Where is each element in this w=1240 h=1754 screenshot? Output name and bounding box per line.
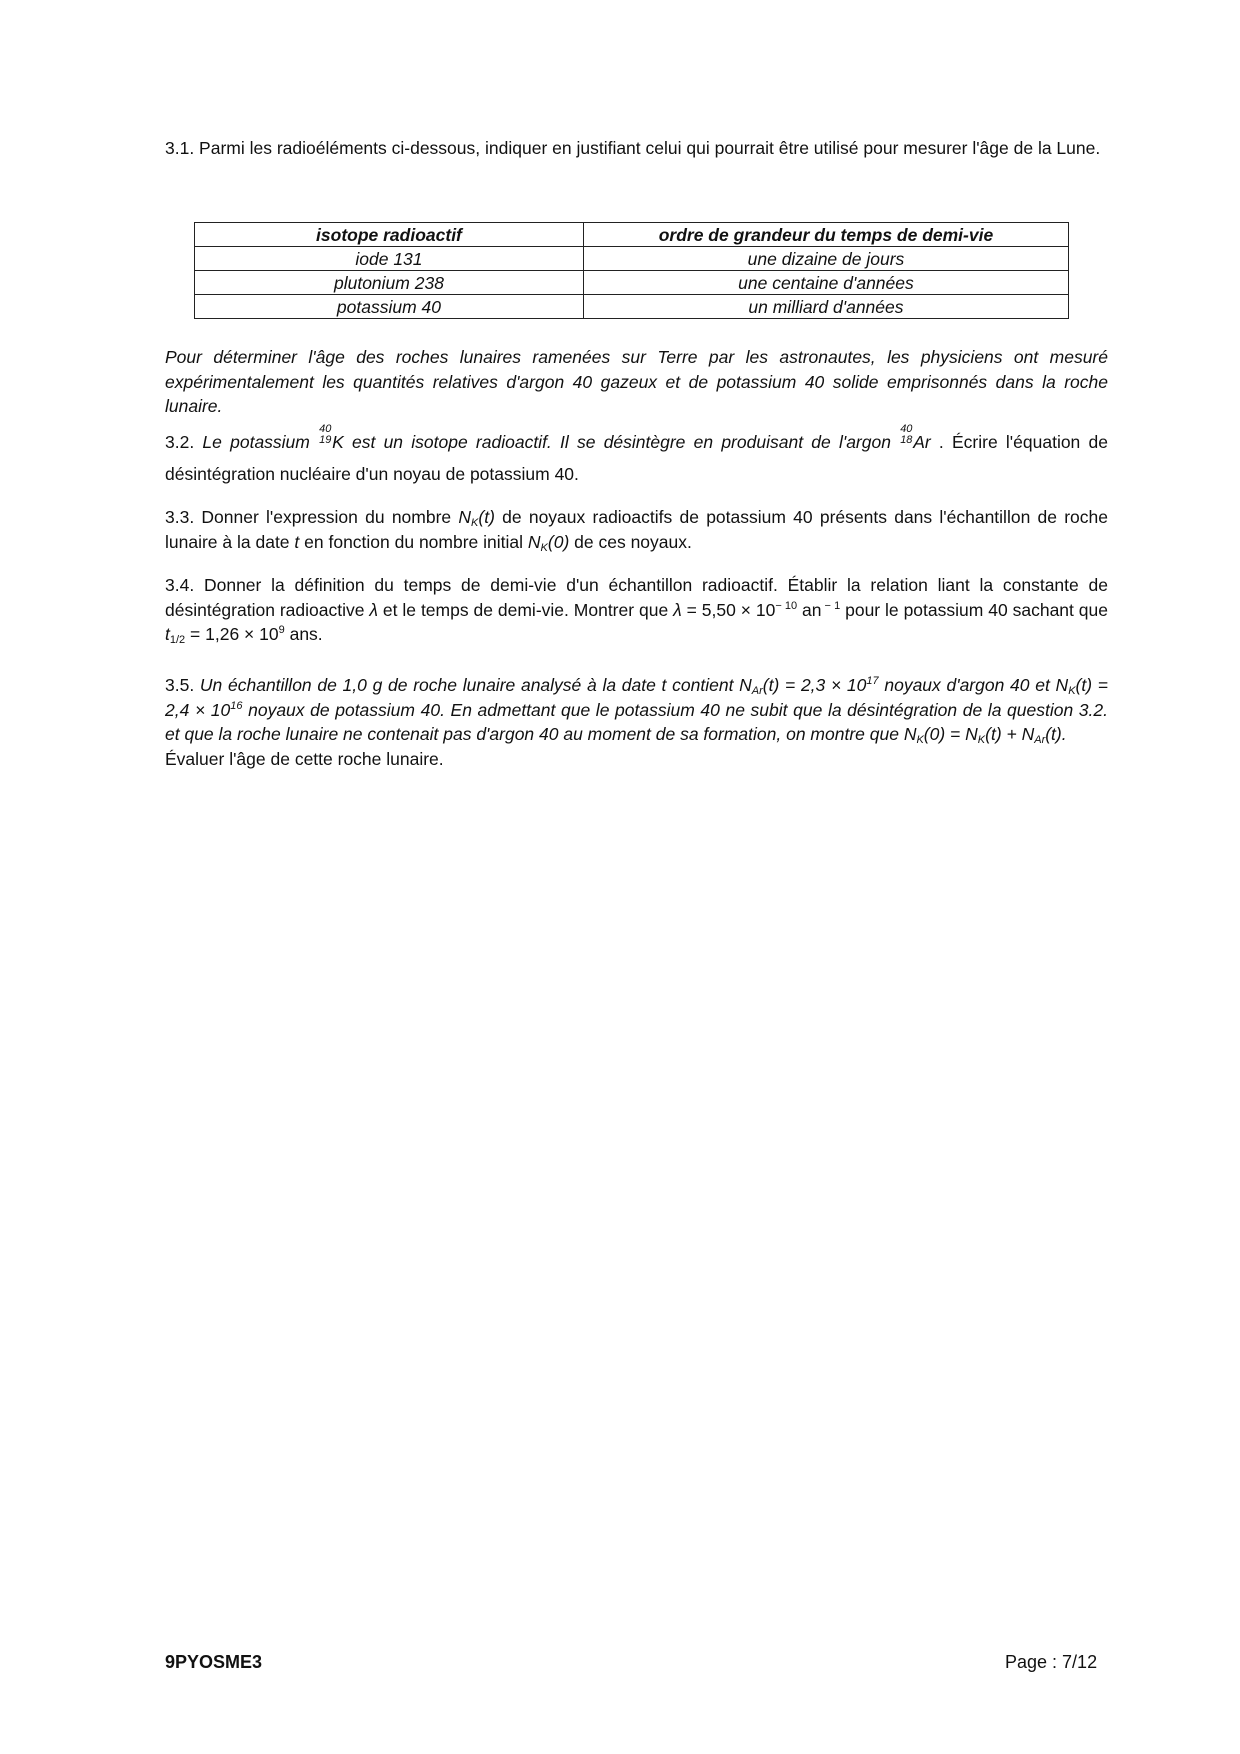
- table-cell: potassium 40: [195, 295, 584, 319]
- page-number: Page : 7/12: [1005, 1652, 1098, 1672]
- table-row: [195, 247, 1069, 271]
- table-cell: plutonium 238: [195, 271, 584, 295]
- table-header: ordre de grandeur du temps de demi-vie: [583, 223, 1068, 247]
- intro-paragraph: Pour déterminer l'âge des roches lunaires ramenées sur Terre par les astronautes, les physiciens ont mesuré expérimentalement les quantités relatives d'argon 40 gazeux et de potassium 40 solide emprisonnés dans la roche lunaire.: [165, 347, 1108, 416]
- argon-isotope: 40 18: [900, 423, 913, 446]
- table-cell: iode 131: [195, 247, 584, 271]
- isotope-table: [194, 222, 1069, 319]
- equation: $N_K(0) = N_K(t) + N_{Ar}(t)$: [903, 724, 1062, 746]
- question-3-3: 3.3. Donner l'expression du nombre $N_K(t)$ de noyaux radioactifs de potassium 40 présents dans l'échantillon de roche lunaire à la date t en fonction du nombre initial $N_K(0)$ de ces noyaux.: [165, 507, 1108, 554]
- table-header-row: [195, 223, 1069, 247]
- question-3-2: 3.2. Le potassium 40 19 K est un isotope radioactif. Il se désintègre en produisant de l'argon 40 18 Ar . Écrire l'équation de désintégration nucléaire d'un noyau de potassium 40.: [165, 423, 1108, 484]
- potassium-isotope: 40 19: [319, 423, 332, 446]
- table-row: [195, 271, 1069, 295]
- table-header: isotope radioactif: [195, 223, 584, 247]
- table-cell: une centaine d'années: [583, 271, 1068, 295]
- table-row: [195, 295, 1069, 319]
- question-3-1: 3.1. Parmi les radioéléments ci-dessous, indiquer en justifiant celui qui pourrait être utilisé pour mesurer l'âge de la Lune.: [165, 138, 1101, 158]
- question-3-4: 3.4. Donner la définition du temps de demi-vie d'un échantillon radioactif. Établir la relation liant la constante de désintégration radioactive λ et le temps de demi-vie. Montrer que $\lambda = 5,50 \times 10^{- 10}$ an $^{- 1}$ pour le potassium 40 sachant que $t_{1/2} = 1,26 \times 10^9$ ans.: [165, 575, 1109, 646]
- exam-code: 9PYOSME3: [165, 1652, 263, 1672]
- question-3-5: 3.5. Un échantillon de 1,0 g de roche lunaire analysé à la date t contient $N_{Ar}(t) = 2,3 \times 10^{17}$ noyaux d'argon 40 et $N_K(t) = 2,4 \times 10^{16}$ noyaux de potassium 40. En admettant que le potassium 40 ne subit que la désintégration de la question 3.2. et que la roche lunaire ne contenait pas d'argon 40 au moment de sa formation, on montre que $N_K(0) = N_K(t) + N_{Ar}(t)$. Évaluer l'âge de cette roche lunaire.: [165, 675, 1108, 769]
- table-cell: une dizaine de jours: [583, 247, 1068, 271]
- table-cell: un milliard d'années: [583, 295, 1068, 319]
